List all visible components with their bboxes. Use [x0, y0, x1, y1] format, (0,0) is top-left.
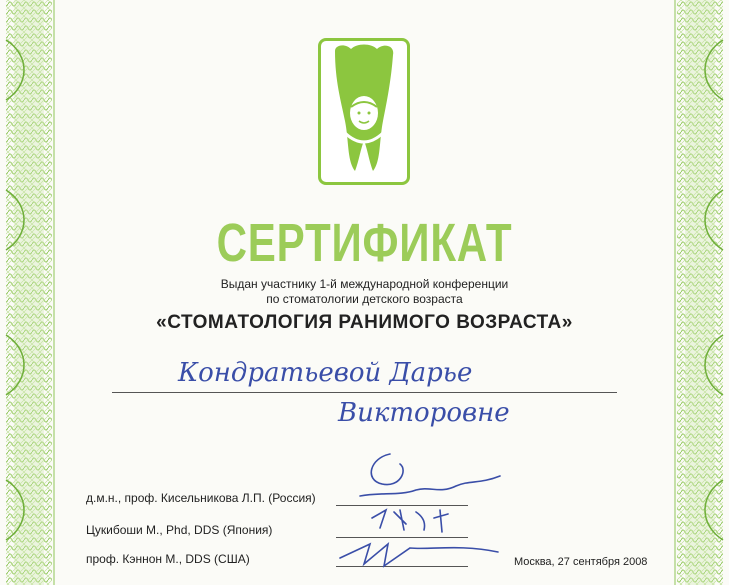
handwritten-signatures [330, 440, 510, 580]
signature-3 [340, 544, 498, 566]
tooth-logo [318, 38, 410, 185]
signature-2 [372, 510, 448, 532]
conference-name: «СТОМАТОЛОГИЯ РАНИМОГО ВОЗРАСТА» [156, 312, 573, 333]
recipient-name-line-1: Кондратьевой Дарье [178, 358, 473, 388]
recipient-underline [112, 392, 617, 393]
tooth-child-icon [321, 41, 407, 182]
signer-1: д.м.н., проф. Кисельникова Л.П. (Россия) [86, 491, 316, 505]
place-and-date: Москва, 27 сентября 2008 [514, 556, 648, 568]
signature-1 [360, 454, 500, 496]
recipient-name-line-2: Викторовне [338, 398, 510, 428]
certificate-title: СЕРТИФИКАТ [216, 213, 513, 273]
issued-line-1: Выдан участнику 1-й международной конференции [220, 277, 509, 291]
signer-3: проф. Кэннон М., DDS (США) [86, 552, 250, 566]
signer-2: Цукибоши М., Phd, DDS (Япония) [86, 523, 273, 537]
issued-line-2: по стоматологии детского возраста [266, 292, 463, 306]
